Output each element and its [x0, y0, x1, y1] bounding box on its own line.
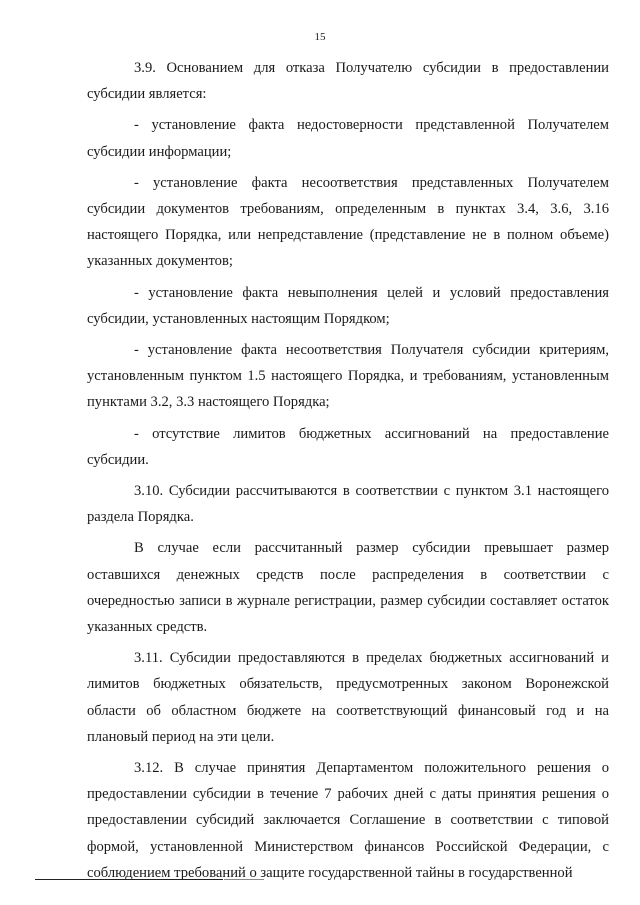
paragraph-subsidy-remainder: В случае если рассчитанный размер субсидии превышает размер оставшихся денежных средств после распределения в соответствии с очередностью записи в журнале регистрации, размер субсидии составляет остаток указанных средств.	[87, 540, 609, 636]
paragraph-refusal-reason-2: - установление факта несоответствия представленных Получателем субсидии документов требованиям, определенным в пунктах 3.4, 3.6, 3.16 настоящего Порядка, или непредставление (представление не в полном объеме) указанных документов;	[87, 174, 609, 270]
page-number: 15	[314, 31, 326, 43]
footer-rule-faint	[224, 879, 264, 880]
paragraph-3-9: 3.9. Основанием для отказа Получателю субсидии в предоставлении субсидии является:	[87, 60, 609, 103]
paragraph-refusal-reason-1: - установление факта недостоверности представленной Получателем субсидии информации;	[87, 117, 609, 160]
paragraph-3-12: 3.12. В случае принятия Департаментом положительного решения о предоставлении субсидии в течение 7 рабочих дней с даты принятия решения о предоставлении субсидий заключается Соглашение в соответствии с типовой формой, установленной Министерством финансов Российской Федерации, с соблюдением требований о защите государственной тайны в государственной	[87, 760, 609, 881]
paragraph-refusal-reason-5: - отсутствие лимитов бюджетных ассигнований на предоставление субсидии.	[87, 425, 609, 468]
footer-rule	[35, 879, 223, 880]
paragraph-3-10: 3.10. Субсидии рассчитываются в соответствии с пунктом 3.1 настоящего раздела Порядка.	[87, 483, 609, 526]
paragraph-refusal-reason-4: - установление факта несоответствия Получателя субсидии критериям, установленным пунктом 1.5 настоящего Порядка, и требованиям, установленным пунктами 3.2, 3.3 настоящего Порядка;	[87, 342, 609, 411]
document-body	[87, 55, 609, 886]
paragraph-3-11: 3.11. Субсидии предоставляются в пределах бюджетных ассигнований и лимитов бюджетных обязательств, предусмотренных законом Воронежской области об областном бюджете на соответствующий финансовый год и на плановый период на эти цели.	[87, 650, 609, 745]
paragraph-refusal-reason-3: - установление факта невыполнения целей и условий предоставления субсидии, установленных настоящим Порядком;	[87, 284, 609, 327]
